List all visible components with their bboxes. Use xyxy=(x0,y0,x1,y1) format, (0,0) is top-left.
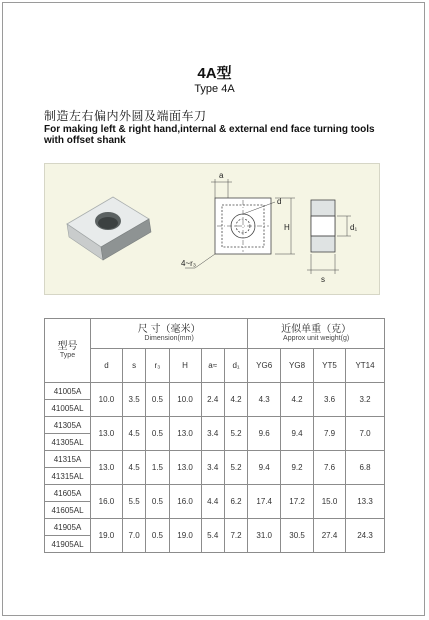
model-cell: 41315A xyxy=(45,451,91,468)
table-row xyxy=(45,519,385,536)
value-cell: 9.4 xyxy=(248,451,281,485)
value-cell: 4.3 xyxy=(248,383,281,417)
value-cell: 3.2 xyxy=(346,383,385,417)
value-cell: 2.4 xyxy=(201,383,224,417)
model-cell: 41605A xyxy=(45,485,91,502)
dim-d1-label: d₁ xyxy=(350,223,358,232)
col-header: d xyxy=(91,349,123,383)
value-cell: 0.5 xyxy=(146,417,169,451)
value-cell: 6.8 xyxy=(346,451,385,485)
model-cell: 41605AL xyxy=(45,502,91,519)
value-cell: 5.2 xyxy=(224,451,247,485)
value-cell: 4.2 xyxy=(281,383,314,417)
value-cell: 1.5 xyxy=(146,451,169,485)
model-header: 型号 Type xyxy=(45,319,91,383)
value-cell: 9.4 xyxy=(281,417,314,451)
value-cell: 5.2 xyxy=(224,417,247,451)
col-header: YG8 xyxy=(281,349,314,383)
dim-s-label: s xyxy=(321,275,325,284)
value-cell: 13.0 xyxy=(91,417,123,451)
col-header: H xyxy=(169,349,201,383)
table-row xyxy=(45,417,385,434)
dimension-header: 尺 寸（毫米） Dimension(mm) xyxy=(91,319,248,349)
value-cell: 0.5 xyxy=(146,485,169,519)
value-cell: 7.6 xyxy=(314,451,346,485)
value-cell: 3.6 xyxy=(314,383,346,417)
col-header: YT5 xyxy=(314,349,346,383)
col-header: s xyxy=(122,349,145,383)
value-cell: 30.5 xyxy=(281,519,314,553)
value-cell: 9.6 xyxy=(248,417,281,451)
value-cell: 7.2 xyxy=(224,519,247,553)
value-cell: 31.0 xyxy=(248,519,281,553)
weight-header: 近似单重（克） Approx unit weight(g) xyxy=(248,319,385,349)
value-cell: 4.5 xyxy=(122,417,145,451)
description-english: For making left & right hand,internal & external end face turning tools with offset shank xyxy=(44,124,375,146)
value-cell: 13.3 xyxy=(346,485,385,519)
value-cell: 15.0 xyxy=(314,485,346,519)
dim-d-label: d xyxy=(277,197,282,206)
value-cell: 27.4 xyxy=(314,519,346,553)
insert-drawings xyxy=(45,164,381,296)
value-cell: 7.9 xyxy=(314,417,346,451)
col-header: d₁ xyxy=(224,349,247,383)
value-cell: 3.5 xyxy=(122,383,145,417)
value-cell: 9.2 xyxy=(281,451,314,485)
description-chinese: 制造左右偏内外圆及端面车刀 xyxy=(44,109,207,123)
value-cell: 10.0 xyxy=(91,383,123,417)
model-cell: 41315AL xyxy=(45,468,91,485)
column-header-row xyxy=(45,349,385,383)
insert-front-view xyxy=(185,179,295,268)
insert-3d-render xyxy=(67,197,151,260)
col-header: YT14 xyxy=(346,349,385,383)
value-cell: 17.4 xyxy=(248,485,281,519)
specification-table xyxy=(44,318,385,553)
model-cell: 41005A xyxy=(45,383,91,400)
col-header: r₃ xyxy=(146,349,169,383)
page-subtitle: Type 4A xyxy=(194,83,235,95)
value-cell: 13.0 xyxy=(91,451,123,485)
value-cell: 5.5 xyxy=(122,485,145,519)
table-row xyxy=(45,383,385,400)
table-row xyxy=(45,485,385,502)
insert-figure xyxy=(44,163,380,295)
value-cell: 16.0 xyxy=(169,485,201,519)
table-row xyxy=(45,451,385,468)
value-cell: 10.0 xyxy=(169,383,201,417)
dim-h-label: H xyxy=(284,223,290,232)
dim-a-label: a xyxy=(219,171,224,180)
value-cell: 0.5 xyxy=(146,383,169,417)
value-cell: 3.4 xyxy=(201,417,224,451)
value-cell: 19.0 xyxy=(169,519,201,553)
value-cell: 24.3 xyxy=(346,519,385,553)
value-cell: 16.0 xyxy=(91,485,123,519)
page-title: 4A型 xyxy=(197,65,232,82)
value-cell: 4.2 xyxy=(224,383,247,417)
value-cell: 7.0 xyxy=(122,519,145,553)
col-header: a≈ xyxy=(201,349,224,383)
value-cell: 13.0 xyxy=(169,417,201,451)
value-cell: 17.2 xyxy=(281,485,314,519)
value-cell: 4.4 xyxy=(201,485,224,519)
model-cell: 41005AL xyxy=(45,400,91,417)
value-cell: 19.0 xyxy=(91,519,123,553)
col-header: YG6 xyxy=(248,349,281,383)
value-cell: 0.5 xyxy=(146,519,169,553)
model-cell: 41905A xyxy=(45,519,91,536)
value-cell: 3.4 xyxy=(201,451,224,485)
value-cell: 13.0 xyxy=(169,451,201,485)
model-cell: 41305A xyxy=(45,417,91,434)
value-cell: 6.2 xyxy=(224,485,247,519)
model-cell: 41305AL xyxy=(45,434,91,451)
insert-side-view xyxy=(307,200,351,274)
value-cell: 5.4 xyxy=(201,519,224,553)
value-cell: 4.5 xyxy=(122,451,145,485)
value-cell: 7.0 xyxy=(346,417,385,451)
model-cell: 41905AL xyxy=(45,536,91,553)
dim-r-label: 4~r₃ xyxy=(181,259,197,268)
